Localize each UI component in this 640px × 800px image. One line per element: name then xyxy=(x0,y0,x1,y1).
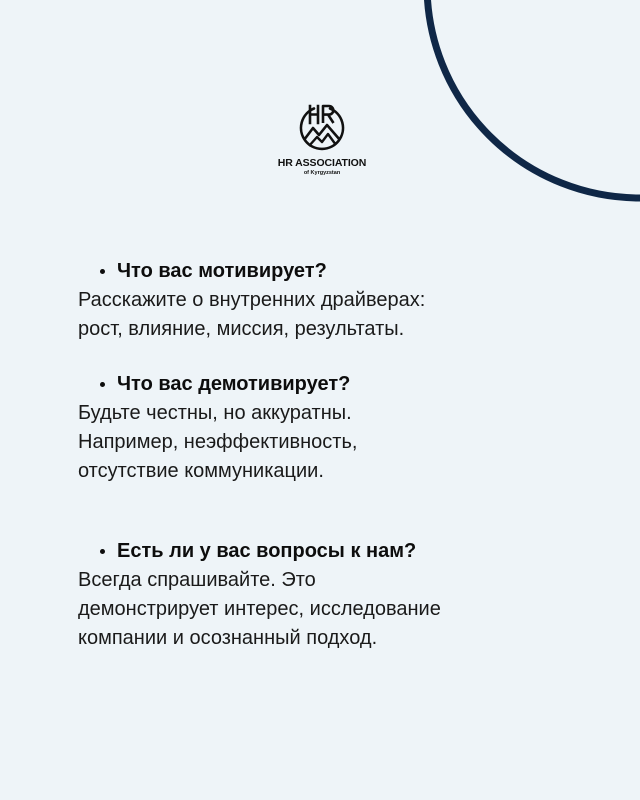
qa-item-motivation xyxy=(78,256,598,344)
question-text: Есть ли у вас вопросы к нам? xyxy=(117,540,417,562)
question-heading xyxy=(78,536,598,566)
answer-text: Всегда спрашивайте. Это демонстрирует интерес, исследование компании и осознанный подход. xyxy=(78,569,441,649)
logo-subtitle: of Kyrgyzstan xyxy=(303,170,341,176)
logo xyxy=(270,104,374,176)
qa-item-demotivation xyxy=(78,369,598,486)
logo-title: HR ASSOCIATION xyxy=(277,157,367,169)
bullet-icon xyxy=(100,269,105,274)
question-heading xyxy=(78,369,598,399)
question-text: Что вас демотивирует? xyxy=(117,373,351,395)
question-heading xyxy=(78,256,598,286)
bullet-icon xyxy=(100,549,105,554)
answer-text: Расскажите о внутренних драйверах: рост, влияние, миссия, результаты. xyxy=(78,289,426,340)
answer-text: Будьте честны, но аккуратны. Например, неэффективность, отсутствие коммуникации. xyxy=(78,402,358,482)
question-text: Что вас мотивирует? xyxy=(117,260,327,282)
hr-association-logo-mark xyxy=(297,104,347,154)
bullet-icon xyxy=(100,382,105,387)
qa-item-questions xyxy=(78,536,598,653)
